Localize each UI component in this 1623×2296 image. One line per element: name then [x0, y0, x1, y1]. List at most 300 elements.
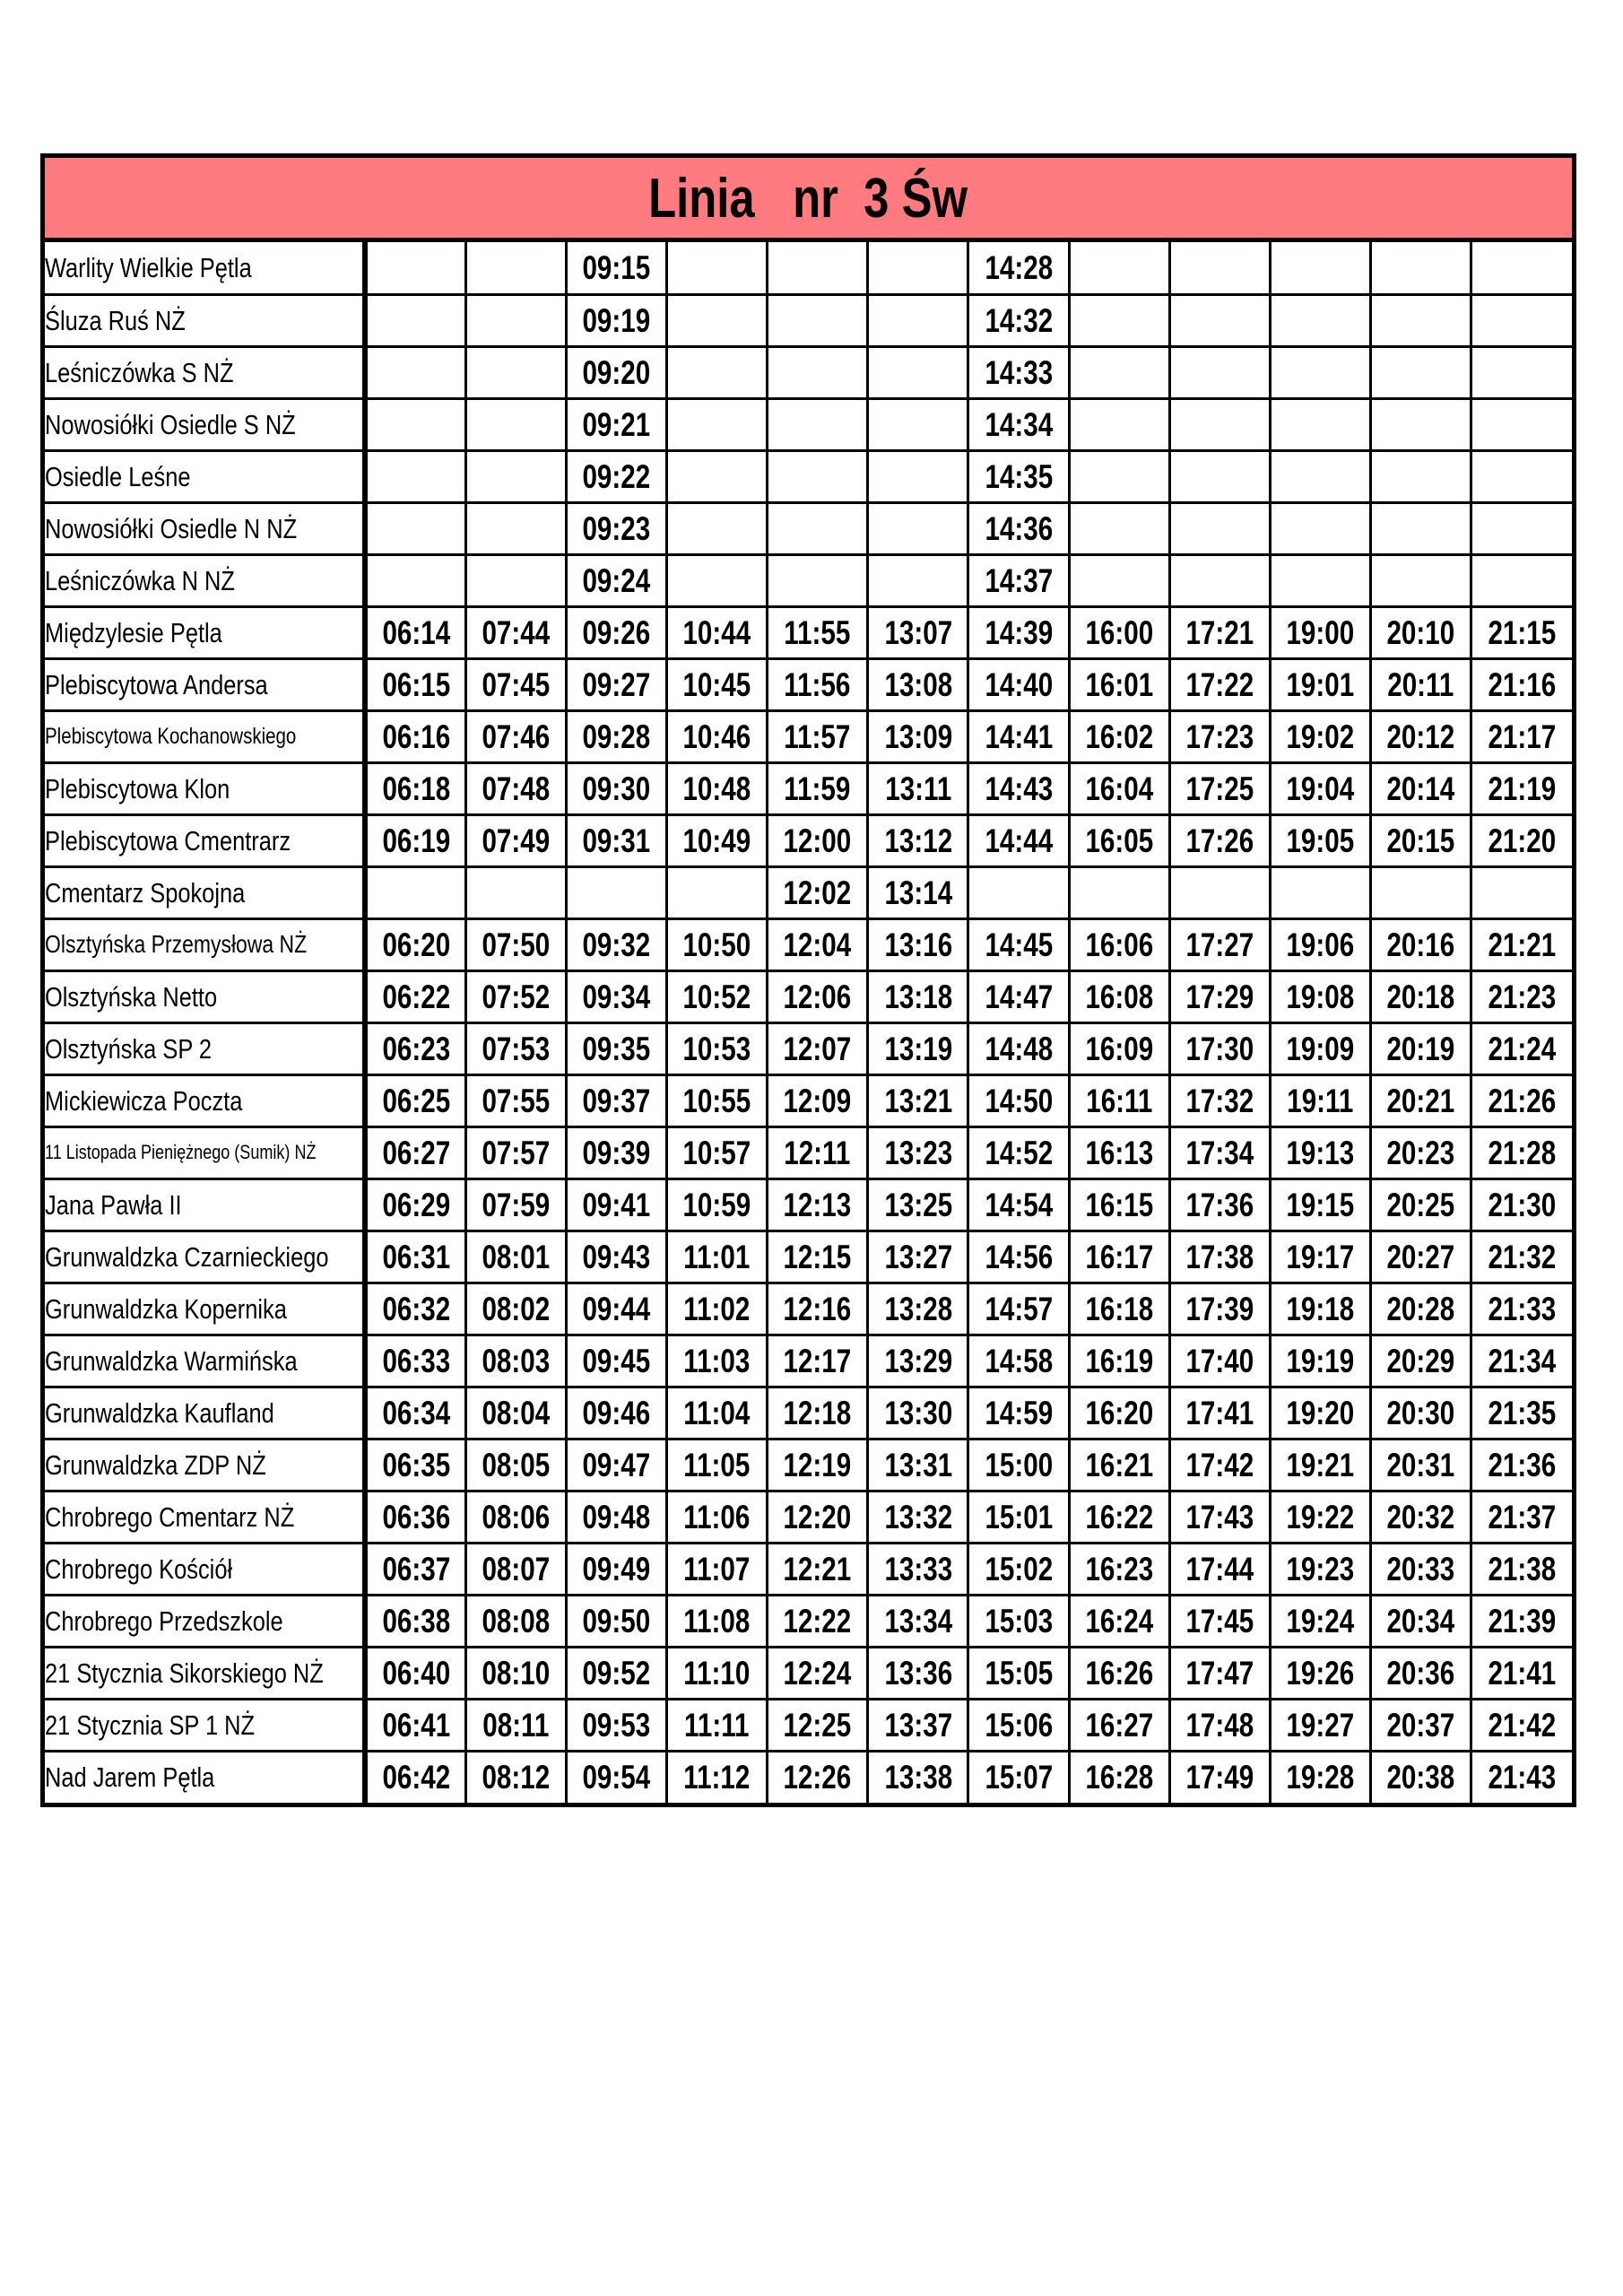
- departure-time: 12:25: [783, 1706, 852, 1744]
- departure-time-cell: [768, 1231, 868, 1283]
- table-row: [45, 606, 1572, 658]
- departure-time-cell: [566, 1022, 666, 1074]
- departure-time: 14:39: [985, 613, 1053, 651]
- departure-time-cell: [1169, 1178, 1270, 1231]
- departure-time: 16:22: [1085, 1498, 1154, 1535]
- departure-time: 16:00: [1085, 613, 1154, 651]
- departure-time: 19:27: [1286, 1706, 1355, 1744]
- departure-time: 13:38: [883, 1759, 952, 1796]
- departure-time: 14:44: [985, 822, 1053, 859]
- departure-time: 06:37: [381, 1550, 450, 1587]
- empty-time-cell: [666, 398, 767, 450]
- departure-time: 06:23: [381, 1030, 450, 1067]
- stop-name: Nowosiółki Osiedle N NŻ: [45, 512, 298, 544]
- departure-time-cell: [365, 1491, 465, 1543]
- departure-time: 20:23: [1386, 1134, 1455, 1171]
- table-row: [45, 346, 1572, 398]
- empty-time-cell: [1169, 242, 1270, 294]
- departure-time: 17:34: [1185, 1134, 1254, 1171]
- departure-time-cell: [465, 606, 566, 658]
- departure-time: 11:07: [683, 1550, 751, 1587]
- empty-time-cell: [1270, 294, 1370, 346]
- departure-time: 16:01: [1085, 665, 1154, 703]
- stop-name: Leśniczówka S NŻ: [45, 356, 234, 388]
- departure-time-cell: [566, 346, 666, 398]
- stop-name: Plebiscytowa Andersa: [45, 668, 268, 700]
- stop-name: Plebiscytowa Kochanowskiego: [45, 723, 297, 749]
- stop-name: Jana Pawła II: [45, 1188, 182, 1221]
- empty-time-cell: [465, 398, 566, 450]
- departure-time-cell: [566, 242, 666, 294]
- departure-time: 14:45: [985, 926, 1053, 963]
- departure-time-cell: [1270, 762, 1370, 814]
- departure-time-cell: [465, 1699, 566, 1751]
- departure-time-cell: [968, 1126, 1069, 1178]
- departure-time-cell: [666, 1387, 767, 1439]
- stop-name-cell: [45, 1335, 365, 1387]
- departure-time: 21:42: [1488, 1706, 1557, 1744]
- departure-time-cell: [868, 1439, 968, 1491]
- departure-time-cell: [768, 762, 868, 814]
- departure-time-cell: [868, 1751, 968, 1803]
- departure-time-cell: [365, 606, 465, 658]
- departure-time: 09:26: [582, 613, 651, 651]
- table-row: [45, 1074, 1572, 1126]
- empty-time-cell: [868, 294, 968, 346]
- departure-time: 13:25: [883, 1186, 952, 1223]
- departure-time: 13:12: [883, 822, 952, 859]
- departure-time: 10:45: [682, 665, 751, 703]
- departure-time-cell: [768, 1543, 868, 1595]
- departure-time-cell: [666, 1595, 767, 1647]
- departure-time-cell: [1371, 1178, 1471, 1231]
- table-row: [45, 1439, 1572, 1491]
- departure-time: 07:53: [482, 1030, 551, 1067]
- departure-time-cell: [1371, 970, 1471, 1022]
- departure-time: 19:00: [1286, 613, 1355, 651]
- departure-time: 21:32: [1488, 1238, 1557, 1275]
- departure-time: 19:05: [1286, 822, 1355, 859]
- departure-time: 06:22: [381, 978, 450, 1015]
- departure-time-cell: [1169, 1074, 1270, 1126]
- empty-time-cell: [365, 294, 465, 346]
- departure-time-cell: [666, 1283, 767, 1335]
- stop-name-cell: [45, 762, 365, 814]
- departure-time-cell: [1270, 1022, 1370, 1074]
- stop-name-cell: [45, 1022, 365, 1074]
- departure-time-cell: [1371, 710, 1471, 762]
- departure-time: 06:31: [381, 1238, 450, 1275]
- stop-name: Międzylesie Pętla: [45, 616, 222, 648]
- table-row: [45, 294, 1572, 346]
- departure-time-cell: [666, 658, 767, 710]
- departure-time: 14:40: [985, 665, 1053, 703]
- departure-time: 09:54: [582, 1759, 651, 1796]
- departure-time: 12:19: [783, 1446, 852, 1483]
- empty-time-cell: [768, 242, 868, 294]
- departure-time: 08:07: [482, 1550, 551, 1587]
- departure-time: 07:55: [482, 1082, 551, 1119]
- stop-name: Śluza Ruś NŻ: [45, 304, 186, 336]
- stop-name-cell: [45, 554, 365, 606]
- empty-time-cell: [365, 346, 465, 398]
- departure-time: 12:21: [783, 1550, 852, 1587]
- departure-time: 13:14: [883, 874, 952, 911]
- departure-time: 10:55: [682, 1082, 751, 1119]
- departure-time: 09:41: [582, 1186, 651, 1223]
- departure-time-cell: [1169, 814, 1270, 866]
- departure-time-cell: [365, 1543, 465, 1595]
- departure-time-cell: [666, 1178, 767, 1231]
- departure-time: 06:27: [381, 1134, 450, 1171]
- departure-time: 11:01: [683, 1238, 751, 1275]
- empty-time-cell: [868, 554, 968, 606]
- empty-time-cell: [666, 242, 767, 294]
- departure-time: 08:06: [482, 1498, 551, 1535]
- departure-time-cell: [1270, 1074, 1370, 1126]
- departure-time-cell: [968, 814, 1069, 866]
- empty-time-cell: [768, 450, 868, 502]
- empty-time-cell: [868, 450, 968, 502]
- departure-time: 21:24: [1488, 1030, 1557, 1067]
- departure-time: 20:30: [1386, 1394, 1455, 1431]
- stop-name-cell: [45, 502, 365, 554]
- departure-time: 14:47: [985, 978, 1053, 1015]
- departure-time-cell: [1471, 1439, 1572, 1491]
- stop-name-cell: [45, 814, 365, 866]
- stop-name: Grunwaldzka Czarnieckiego: [45, 1240, 329, 1273]
- departure-time-cell: [968, 1231, 1069, 1283]
- departure-time-cell: [868, 1022, 968, 1074]
- departure-time-cell: [968, 1283, 1069, 1335]
- departure-time-cell: [1471, 1335, 1572, 1387]
- stop-name-cell: [45, 346, 365, 398]
- departure-time: 12:02: [783, 874, 852, 911]
- departure-time-cell: [465, 970, 566, 1022]
- stop-name-cell: [45, 294, 365, 346]
- departure-time: 19:18: [1286, 1290, 1355, 1327]
- departure-time: 14:58: [985, 1342, 1053, 1379]
- departure-time-cell: [968, 398, 1069, 450]
- departure-time: 19:24: [1286, 1602, 1355, 1639]
- departure-time: 09:20: [582, 353, 651, 391]
- empty-time-cell: [365, 866, 465, 918]
- departure-time-cell: [566, 710, 666, 762]
- table-row: [45, 502, 1572, 554]
- departure-time-cell: [566, 1543, 666, 1595]
- departure-time: 07:59: [482, 1186, 551, 1223]
- departure-time-cell: [968, 1595, 1069, 1647]
- departure-time-cell: [566, 294, 666, 346]
- departure-time: 16:23: [1085, 1550, 1154, 1587]
- departure-time-cell: [666, 918, 767, 970]
- departure-time-cell: [1471, 658, 1572, 710]
- departure-time-cell: [365, 1178, 465, 1231]
- departure-time: 19:11: [1287, 1082, 1354, 1119]
- departure-time-cell: [1069, 1699, 1169, 1751]
- departure-time-cell: [1471, 970, 1572, 1022]
- empty-time-cell: [1069, 502, 1169, 554]
- departure-time: 13:29: [883, 1342, 952, 1379]
- timetable-body: [45, 242, 1572, 1803]
- empty-time-cell: [1169, 450, 1270, 502]
- departure-time-cell: [1371, 1283, 1471, 1335]
- stop-name: Olsztyńska SP 2: [45, 1032, 213, 1065]
- departure-time: 09:52: [582, 1654, 651, 1692]
- departure-time: 21:34: [1488, 1342, 1557, 1379]
- departure-time: 07:52: [482, 978, 551, 1015]
- departure-time-cell: [465, 1178, 566, 1231]
- empty-time-cell: [365, 398, 465, 450]
- departure-time: 06:34: [381, 1394, 450, 1431]
- departure-time: 19:02: [1286, 718, 1355, 755]
- departure-time: 08:05: [482, 1446, 551, 1483]
- departure-time-cell: [868, 814, 968, 866]
- departure-time-cell: [768, 606, 868, 658]
- departure-time: 17:47: [1185, 1654, 1254, 1692]
- departure-time: 13:07: [883, 613, 952, 651]
- departure-time-cell: [768, 710, 868, 762]
- departure-time-cell: [1371, 1439, 1471, 1491]
- departure-time-cell: [1270, 918, 1370, 970]
- stop-name: Osiedle Leśne: [45, 460, 191, 492]
- departure-time-cell: [868, 970, 968, 1022]
- departure-time: 09:39: [582, 1134, 651, 1171]
- departure-time: 21:23: [1488, 978, 1557, 1015]
- departure-time: 14:33: [985, 353, 1053, 391]
- departure-time: 06:38: [381, 1602, 450, 1639]
- table-row: [45, 970, 1572, 1022]
- timetable-sheet: [40, 153, 1576, 1807]
- table-row: [45, 866, 1572, 918]
- empty-time-cell: [1069, 294, 1169, 346]
- empty-time-cell: [868, 346, 968, 398]
- departure-time-cell: [1169, 1387, 1270, 1439]
- departure-time-cell: [1069, 970, 1169, 1022]
- departure-time-cell: [768, 1387, 868, 1439]
- departure-time: 15:06: [985, 1706, 1053, 1744]
- departure-time-cell: [566, 1231, 666, 1283]
- departure-time: 16:11: [1086, 1082, 1153, 1119]
- departure-time-cell: [1371, 1335, 1471, 1387]
- departure-time: 16:20: [1085, 1394, 1154, 1431]
- departure-time-cell: [968, 294, 1069, 346]
- empty-time-cell: [1471, 502, 1572, 554]
- departure-time-cell: [768, 918, 868, 970]
- departure-time-cell: [566, 1699, 666, 1751]
- departure-time: 16:28: [1085, 1759, 1154, 1796]
- departure-time: 09:19: [582, 301, 651, 339]
- departure-time-cell: [1169, 1699, 1270, 1751]
- empty-time-cell: [465, 450, 566, 502]
- empty-time-cell: [968, 866, 1069, 918]
- departure-time: 17:49: [1185, 1759, 1254, 1796]
- departure-time-cell: [566, 1491, 666, 1543]
- stop-name-cell: [45, 1074, 365, 1126]
- empty-time-cell: [1169, 554, 1270, 606]
- departure-time-cell: [1471, 1699, 1572, 1751]
- departure-time: 10:50: [682, 926, 751, 963]
- departure-time: 20:14: [1386, 770, 1455, 807]
- departure-time-cell: [365, 1283, 465, 1335]
- departure-time-cell: [666, 606, 767, 658]
- empty-time-cell: [768, 502, 868, 554]
- departure-time-cell: [1371, 1126, 1471, 1178]
- table-row: [45, 762, 1572, 814]
- departure-time: 09:21: [582, 405, 651, 443]
- departure-time-cell: [868, 710, 968, 762]
- departure-time: 13:34: [883, 1602, 952, 1639]
- departure-time: 19:01: [1286, 665, 1355, 703]
- departure-time-cell: [1471, 762, 1572, 814]
- departure-time-cell: [566, 762, 666, 814]
- departure-time: 17:44: [1185, 1550, 1254, 1587]
- departure-time-cell: [1371, 814, 1471, 866]
- departure-time: 12:20: [783, 1498, 852, 1535]
- departure-time-cell: [968, 1178, 1069, 1231]
- departure-time-cell: [465, 1439, 566, 1491]
- departure-time-cell: [1069, 606, 1169, 658]
- stop-name: Grunwaldzka Kopernika: [45, 1292, 287, 1325]
- departure-time: 09:47: [582, 1446, 651, 1483]
- departure-time-cell: [968, 1543, 1069, 1595]
- stop-name: Chrobrego Przedszkole: [45, 1605, 283, 1637]
- departure-time: 10:46: [682, 718, 751, 755]
- departure-time-cell: [465, 1022, 566, 1074]
- departure-time: 19:13: [1286, 1134, 1355, 1171]
- table-row: [45, 1387, 1572, 1439]
- departure-time-cell: [768, 866, 868, 918]
- table-row: [45, 1178, 1572, 1231]
- departure-time: 16:27: [1085, 1706, 1154, 1744]
- departure-time-cell: [566, 398, 666, 450]
- departure-time: 06:20: [381, 926, 450, 963]
- departure-time-cell: [365, 814, 465, 866]
- empty-time-cell: [1371, 294, 1471, 346]
- departure-time: 16:21: [1085, 1446, 1154, 1483]
- departure-time: 19:15: [1286, 1186, 1355, 1223]
- departure-time-cell: [768, 658, 868, 710]
- departure-time: 14:32: [985, 301, 1053, 339]
- departure-time: 17:43: [1185, 1498, 1254, 1535]
- departure-time-cell: [968, 970, 1069, 1022]
- departure-time-cell: [566, 1387, 666, 1439]
- departure-time: 11:10: [683, 1654, 751, 1692]
- departure-time: 08:04: [482, 1394, 551, 1431]
- departure-time: 20:37: [1386, 1706, 1455, 1744]
- departure-time: 21:37: [1488, 1498, 1557, 1535]
- empty-time-cell: [1471, 346, 1572, 398]
- departure-time-cell: [365, 1126, 465, 1178]
- departure-time: 07:49: [482, 822, 551, 859]
- line-title-band: [45, 158, 1572, 242]
- departure-time-cell: [1069, 762, 1169, 814]
- departure-time: 09:44: [582, 1290, 651, 1327]
- departure-time-cell: [465, 1074, 566, 1126]
- departure-time-cell: [1371, 1022, 1471, 1074]
- departure-time: 19:20: [1286, 1394, 1355, 1431]
- table-row: [45, 1335, 1572, 1387]
- departure-time-cell: [768, 970, 868, 1022]
- departure-time: 19:17: [1286, 1238, 1355, 1275]
- departure-time: 13:16: [883, 926, 952, 963]
- departure-time-cell: [1471, 1283, 1572, 1335]
- departure-time-cell: [666, 814, 767, 866]
- stop-name-cell: [45, 1231, 365, 1283]
- empty-time-cell: [465, 866, 566, 918]
- departure-time: 12:04: [783, 926, 852, 963]
- departure-time: 13:31: [883, 1446, 952, 1483]
- departure-time-cell: [1371, 1491, 1471, 1543]
- departure-time-cell: [868, 606, 968, 658]
- departure-time: 06:14: [381, 613, 450, 651]
- departure-time: 20:28: [1386, 1290, 1455, 1327]
- departure-time-cell: [365, 1231, 465, 1283]
- departure-time: 16:26: [1085, 1654, 1154, 1692]
- departure-time-cell: [968, 1751, 1069, 1803]
- departure-time-cell: [1169, 1439, 1270, 1491]
- empty-time-cell: [1169, 346, 1270, 398]
- departure-time-cell: [666, 1439, 767, 1491]
- departure-time: 21:33: [1488, 1290, 1557, 1327]
- departure-time-cell: [968, 606, 1069, 658]
- empty-time-cell: [1270, 450, 1370, 502]
- departure-time: 08:01: [482, 1238, 551, 1275]
- departure-time: 13:36: [883, 1654, 952, 1692]
- departure-time-cell: [1270, 1335, 1370, 1387]
- empty-time-cell: [1371, 554, 1471, 606]
- empty-time-cell: [1069, 554, 1169, 606]
- departure-time-cell: [1270, 1751, 1370, 1803]
- departure-time-cell: [1471, 1543, 1572, 1595]
- empty-time-cell: [1270, 398, 1370, 450]
- stop-name-cell: [45, 918, 365, 970]
- departure-time: 06:41: [381, 1706, 450, 1744]
- departure-time-cell: [365, 762, 465, 814]
- departure-time: 14:35: [985, 457, 1053, 495]
- departure-time: 10:48: [682, 770, 751, 807]
- departure-time-cell: [868, 1231, 968, 1283]
- departure-time: 16:18: [1085, 1290, 1154, 1327]
- departure-time: 15:02: [985, 1550, 1053, 1587]
- departure-time: 06:35: [381, 1446, 450, 1483]
- departure-time-cell: [1069, 1231, 1169, 1283]
- departure-time: 07:57: [482, 1134, 551, 1171]
- departure-time: 15:01: [985, 1498, 1053, 1535]
- departure-time: 17:27: [1185, 926, 1254, 963]
- departure-time: 17:26: [1185, 822, 1254, 859]
- stop-name: Grunwaldzka Kaufland: [45, 1396, 274, 1429]
- departure-time: 14:50: [985, 1082, 1053, 1119]
- departure-time-cell: [465, 762, 566, 814]
- departure-time-cell: [1169, 606, 1270, 658]
- departure-time-cell: [365, 1751, 465, 1803]
- stop-name-cell: [45, 1283, 365, 1335]
- departure-time: 14:37: [985, 561, 1053, 599]
- table-row: [45, 450, 1572, 502]
- empty-time-cell: [365, 450, 465, 502]
- departure-time-cell: [1371, 1543, 1471, 1595]
- departure-time-cell: [365, 918, 465, 970]
- departure-time-cell: [1069, 1335, 1169, 1387]
- departure-time-cell: [1069, 1595, 1169, 1647]
- departure-time-cell: [1169, 1283, 1270, 1335]
- departure-time: 14:52: [985, 1134, 1053, 1171]
- departure-time: 07:45: [482, 665, 551, 703]
- departure-time: 13:32: [883, 1498, 952, 1535]
- departure-time-cell: [1371, 918, 1471, 970]
- departure-time-cell: [1069, 1751, 1169, 1803]
